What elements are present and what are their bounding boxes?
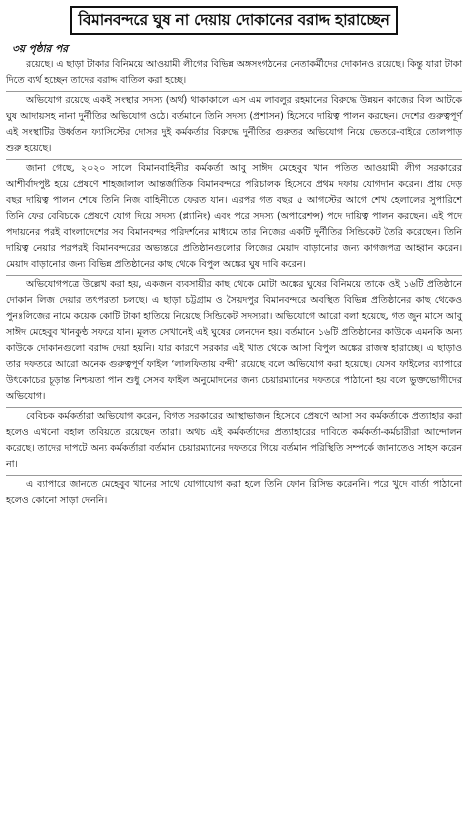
article-body — [6, 57, 462, 509]
article-paragraph: এ ব্যাপারে জানতে মেহেবুব খানের সাথে যোগাযোগ করা হলে তিনি ফোন রিসিভ করেননি। পরে খুদে বার্তা পাঠানো হলেও কোনো সাড়া দেননি। — [6, 479, 462, 507]
article-paragraph: রয়েছে। এ ছাড়া টাকার বিনিময়ে আওয়ামী লীগের বিভিন্ন অঙ্গসংগঠনের নেতাকর্মীদের দোকানও রয়েছে। কিন্তু যারা টাকা দিতে ব্যর্থ হচ্ছেন তাদের বরাদ্দ বাতিল করা হচ্ছে। — [6, 59, 462, 87]
article-paragraph: অভিযোগপত্রে উল্লেখ করা হয়, একজন ব্যবসায়ীর কাছ থেকে মোটা অঙ্কের ঘুষের বিনিময়ে তাকে ওই ১৬টি প্রতিষ্ঠানে দোকান লিজ দেয়ার তৎপরতা চলছে। এ ছাড়া চট্টগ্রাম ও সৈয়দপুর বিমানবন্দরে অবস্থিত বিভিন্ন প্রতিষ্ঠানের কাছ থেকেও পুনঃলিজের নামে কয়েক কোটি টাকা হাতিয়ে নিয়েছে সিন্ডিকেট সদস্যরা। অভিযোগে আরো বলা হয়েছে, গত জুন মাসে আবু সাঈদ মেহেবুব খানকুণ্ঠ সফরে যান। মূলত সেখানেই এই ঘুষের লেনদেন হয়। বর্তমানে ১৬টি প্রতিষ্ঠানের কাউকে এমনকি অন্য কাউকে দোকানগুলো বরাদ্দ দেয়া হয়নি। যার কারণে সরকার এই খাত থেকে আসা বিপুল অঙ্কের রাজস্ব হারাচ্ছে। এ ছাড়াও তার দফতরে আরো অনেক গুরুত্বপূর্ণ ফাইল ‘লালফিতায় বন্দী’ রয়েছে বলে অভিযোগ করা হয়েছে। যেসব ফাইলের ব্যাপারে উৎকোচের চূড়ান্ত নিশ্চয়তা পান শুধু সেসব ফাইল অনুমোদনের জন্য চেয়ারম্যানের দফতরে পাঠানো হয় বলে ভুক্তভোগীদের অভিযোগ। — [6, 279, 462, 403]
continued-from-label: ৩য় পৃষ্ঠার পর — [12, 42, 69, 55]
headline: বিমানবন্দরে ঘুষ না দেয়ায় দোকানের বরাদ্দ হারাচ্ছেন — [70, 6, 397, 35]
headline-box — [6, 6, 462, 35]
divider — [6, 407, 462, 408]
divider — [6, 275, 462, 276]
article-paragraph: জানা গেছে, ২০২০ সালে বিমানবাহিনীর কর্মকর্তা আবু সাঈদ মেহেবুব খান পতিত আওয়ামী লীগ সরকারের আশীর্বাদপুষ্ট হয়ে প্রেষণে শাহজালাল আন্তর্জাতিক বিমানবন্দরে পরিচালক হিসেবে প্রথম দফায় যোগদান করেন। প্রায় দেড় বছর দায়িত্ব পালন শেষে তিনি নিজ বাহিনীতে ফেরত যান। এরপর গত বছর ৫ আগস্টের আগে শেখ হেলালের সুপারিশে তিনি ফের বেবিচকে প্রেষণে যোগ দিয়ে সদস্য (প্ল্যানিং) এবং পরে সদস্য (অপারেশন্স) পদে দায়িত্ব পালন করছেন। এই পদে পদায়নের পরই বাংলাদেশের সব বিমানবন্দর পরিদর্শনের মাধ্যমে তার নিজের একটি দুর্নীতির সিন্ডিকেট তৈরি করেছেন। তিনি দায়িত্ব নেয়ার পরপরই বিমানবন্দরের অভ্যন্তরে প্রতিষ্ঠানগুলোর লিজের মেয়াদ বাড়ানোর জন্য কাগজপত্র আহ্বান করেন। মেয়াদ বাড়ানোর জন্য বিভিন্ন প্রতিষ্ঠানের কাছ থেকে বিপুল অঙ্কের ঘুষ দাবি করেন। — [6, 163, 462, 271]
divider — [6, 159, 462, 160]
article-paragraph: বেবিচক কর্মকর্তারা অভিযোগ করেন, বিগত সরকারের আস্থাভাজন হিসেবে প্রেষণে আসা সব কর্মকর্তাকে প্রত্যাহার করা হলেও এখনো বহাল তবিয়তে রয়েছেন তারা। অথচ এই কর্মকর্তাদের প্রত্যাহারের দাবিতে কর্মকর্তা-কর্মচারীরা আন্দোলন করেছে। তাদের দাপটে অন্য কর্মকর্তারা বর্তমান চেয়ারম্যানের দফতরে গিয়ে বর্তমান পরিস্থিতি সম্পর্কে জানাতেও সাহস করেন না। — [6, 411, 462, 471]
divider — [6, 91, 462, 92]
article-paragraph: অভিযোগ রয়েছে একই সংস্থার সদস্য (অর্থ) থাকাকালে এস এম লাবলুর রহমানের বিরুদ্ধে উন্নয়ন কাজের বিল আটকে ঘুষ আদায়সহ নানা দুর্নীতির অভিযোগ ওঠে। বর্তমানে তিনি সদস্য (প্রশাসন) হিসেবে দায়িত্ব পালন করছেন। দেশের গুরুত্বপূর্ণ এই সংস্থাটির উর্ধ্বতন ফ্যাসিস্টের দোসর দুই কর্মকর্তার বিরুদ্ধে দুর্নীতির গুরুতর অভিযোগ নিয়ে ভেতরে-বাইরে তোলপাড় শুরু হয়েছে। — [6, 95, 462, 155]
divider — [6, 475, 462, 476]
